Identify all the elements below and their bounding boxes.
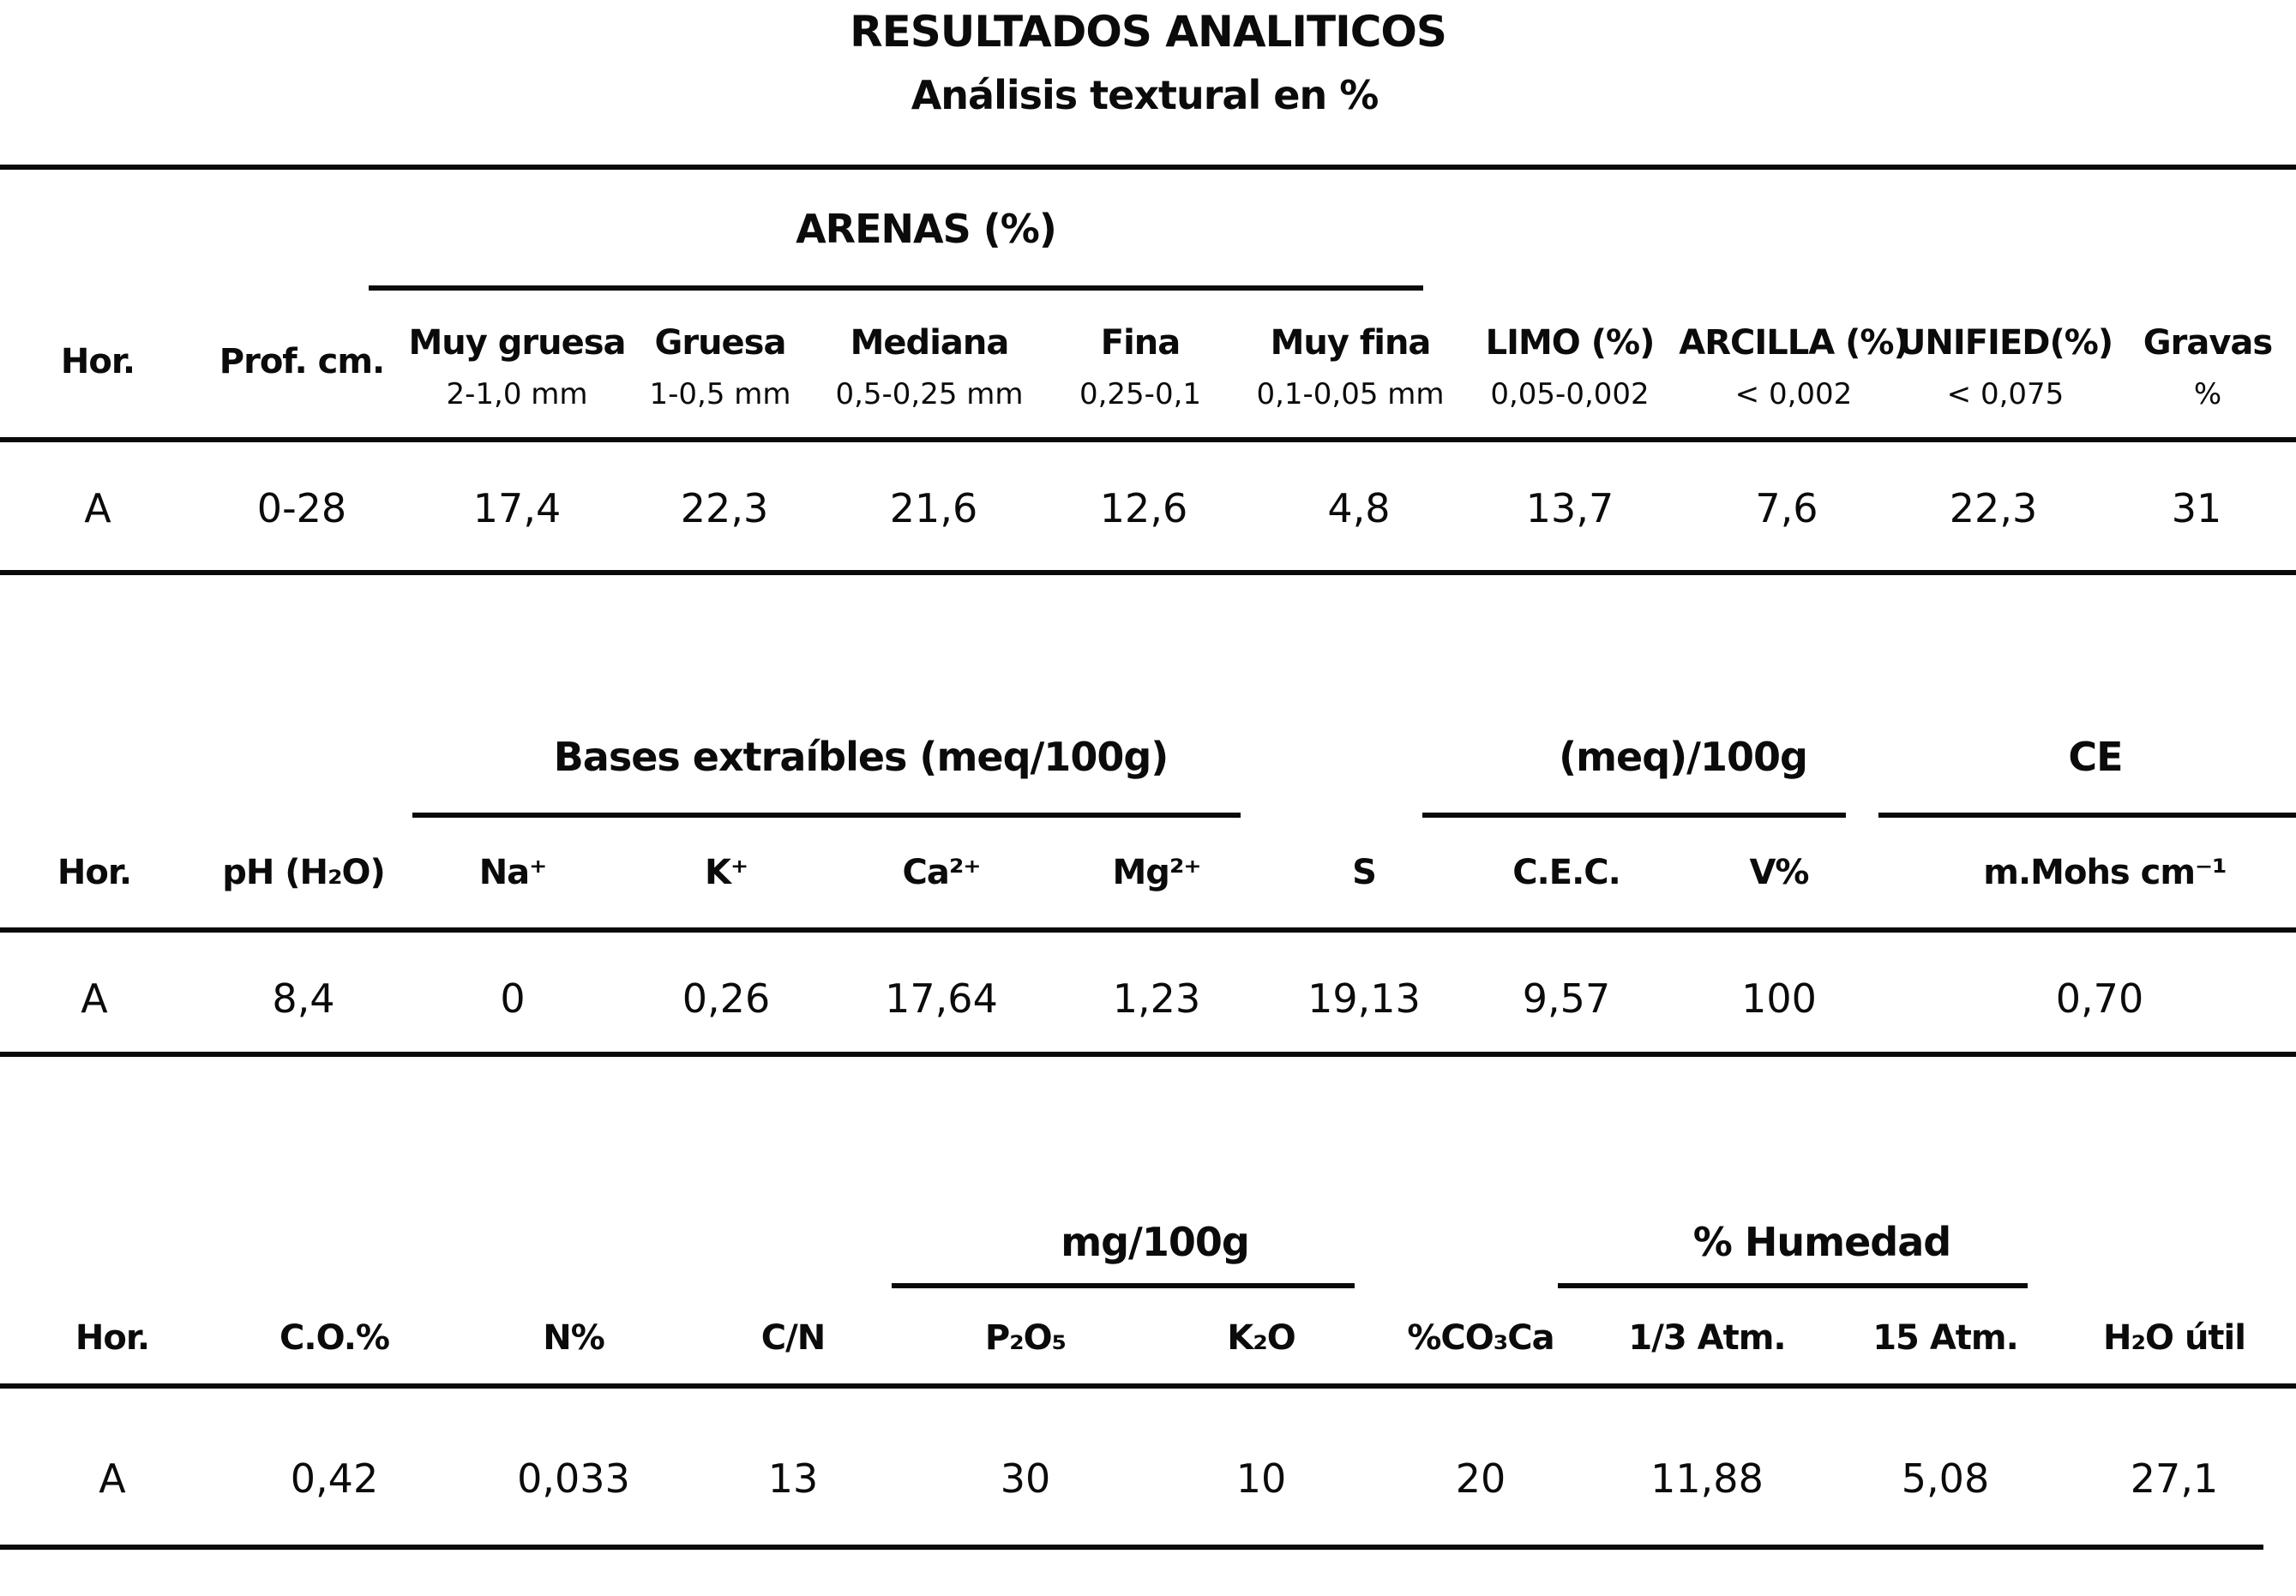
data-cell: 0,70	[2055, 975, 2144, 1022]
column-header-fina: Fina	[1100, 323, 1181, 363]
data-cell: 7,6	[1755, 485, 1818, 531]
column-header-limo: LIMO (%)	[1485, 323, 1655, 363]
group-underline-bases	[412, 813, 1241, 818]
group-header-mg-100g: mg/100g	[1061, 1219, 1249, 1265]
horizontal-rule	[0, 1383, 2296, 1389]
column-header-gravas: Gravas	[2143, 323, 2273, 363]
group-underline-humedad	[1558, 1283, 2028, 1288]
data-cell: 11,88	[1650, 1455, 1764, 1502]
data-cell: 30	[1000, 1455, 1051, 1502]
column-header-s: S	[1352, 853, 1376, 892]
column-header-mediana: Mediana	[850, 323, 1009, 363]
group-header-bases-extraibles: Bases extraíbles (meq/100g)	[553, 734, 1169, 780]
column-header-unified: UNIFIED(%)	[1897, 323, 2113, 363]
column-subheader: < 0,075	[1946, 377, 2065, 411]
column-subheader: 0,25-0,1	[1079, 377, 1202, 411]
column-header-muy-gruesa: Muy gruesa	[408, 323, 626, 363]
column-header-mg: Mg²⁺	[1112, 853, 1201, 892]
column-header-gruesa: Gruesa	[654, 323, 786, 363]
column-header-prof: Prof. cm.	[219, 342, 385, 381]
column-header-mmohs: m.Mohs cm⁻¹	[1983, 853, 2227, 892]
data-cell: 0	[500, 975, 526, 1022]
column-subheader: 0,1-0,05 mm	[1256, 377, 1445, 411]
column-header-v: V%	[1749, 853, 1809, 892]
column-header-muy-fina: Muy fina	[1270, 323, 1431, 363]
data-cell: 22,3	[1949, 485, 2038, 531]
column-header-13atm: 1/3 Atm.	[1628, 1318, 1786, 1358]
data-cell-horizon: A	[84, 485, 111, 531]
column-header-ph: pH (H₂O)	[222, 853, 385, 892]
group-underline-arenas	[369, 285, 1423, 291]
data-cell: 17,4	[472, 485, 562, 531]
data-cell: 13	[767, 1455, 819, 1502]
horizontal-rule	[0, 437, 2296, 442]
column-header-hor: Hor.	[60, 342, 135, 381]
column-subheader: 1-0,5 mm	[649, 377, 791, 411]
data-cell: 22,3	[680, 485, 769, 531]
data-cell: 0-28	[256, 485, 347, 531]
column-header-hor: Hor.	[75, 1318, 150, 1358]
data-cell: 0,42	[290, 1455, 379, 1502]
data-cell: 13,7	[1525, 485, 1614, 531]
column-header-ca: Ca²⁺	[902, 853, 981, 892]
column-subheader: 0,05-0,002	[1490, 377, 1650, 411]
data-cell: 12,6	[1099, 485, 1188, 531]
column-header-hor: Hor.	[57, 853, 132, 892]
column-header-co: C.O.%	[279, 1318, 389, 1358]
data-cell: 9,57	[1522, 975, 1611, 1022]
data-cell: 100	[1741, 975, 1817, 1022]
column-header-co3ca: %CO₃Ca	[1407, 1318, 1554, 1358]
horizontal-rule	[0, 927, 2296, 933]
group-underline-meq	[1422, 813, 1846, 818]
column-header-cec: C.E.C.	[1512, 853, 1620, 892]
data-cell: 17,64	[885, 975, 998, 1022]
data-cell-horizon: A	[99, 1455, 126, 1502]
column-subheader: < 0,002	[1734, 377, 1853, 411]
data-cell: 19,13	[1307, 975, 1421, 1022]
data-cell: 8,4	[272, 975, 335, 1022]
page-title: RESULTADOS ANALITICOS	[850, 7, 1446, 57]
group-header-humedad: % Humedad	[1692, 1219, 1951, 1265]
column-header-p2o5: P₂O₅	[984, 1318, 1067, 1358]
group-header-arenas: ARENAS (%)	[796, 206, 1056, 252]
column-subheader: 2-1,0 mm	[446, 377, 588, 411]
data-cell: 31	[2171, 485, 2222, 531]
column-subheader: %	[2193, 377, 2222, 411]
column-header-k2o: K₂O	[1227, 1318, 1295, 1358]
data-cell-horizon: A	[81, 975, 108, 1022]
data-cell: 27,1	[2130, 1455, 2219, 1502]
column-subheader: 0,5-0,25 mm	[835, 377, 1024, 411]
data-cell: 5,08	[1901, 1455, 1990, 1502]
horizontal-rule	[0, 1545, 2263, 1550]
column-header-n: N%	[543, 1318, 604, 1358]
page-subtitle: Análisis textural en %	[911, 72, 1379, 118]
data-cell: 20	[1455, 1455, 1506, 1502]
group-header-ce: CE	[2068, 734, 2123, 780]
column-header-k: K⁺	[704, 853, 748, 892]
data-cell: 4,8	[1327, 485, 1391, 531]
column-header-15atm: 15 Atm.	[1872, 1318, 2018, 1358]
horizontal-rule	[0, 570, 2296, 575]
data-cell: 0,26	[682, 975, 771, 1022]
column-header-cn: C/N	[760, 1318, 826, 1358]
group-header-meq-100g: (meq)/100g	[1559, 734, 1807, 780]
column-header-na: Na⁺	[478, 853, 547, 892]
data-cell: 21,6	[889, 485, 978, 531]
data-cell: 10	[1235, 1455, 1287, 1502]
group-underline-mg	[892, 1283, 1355, 1288]
horizontal-rule	[0, 165, 2296, 170]
column-header-h2outil: H₂O útil	[2103, 1318, 2245, 1358]
data-cell: 1,23	[1112, 975, 1201, 1022]
group-underline-ce	[1878, 813, 2296, 818]
column-header-arcilla: ARCILLA (%)	[1679, 323, 1908, 363]
horizontal-rule	[0, 1052, 2296, 1057]
data-cell: 0,033	[517, 1455, 630, 1502]
